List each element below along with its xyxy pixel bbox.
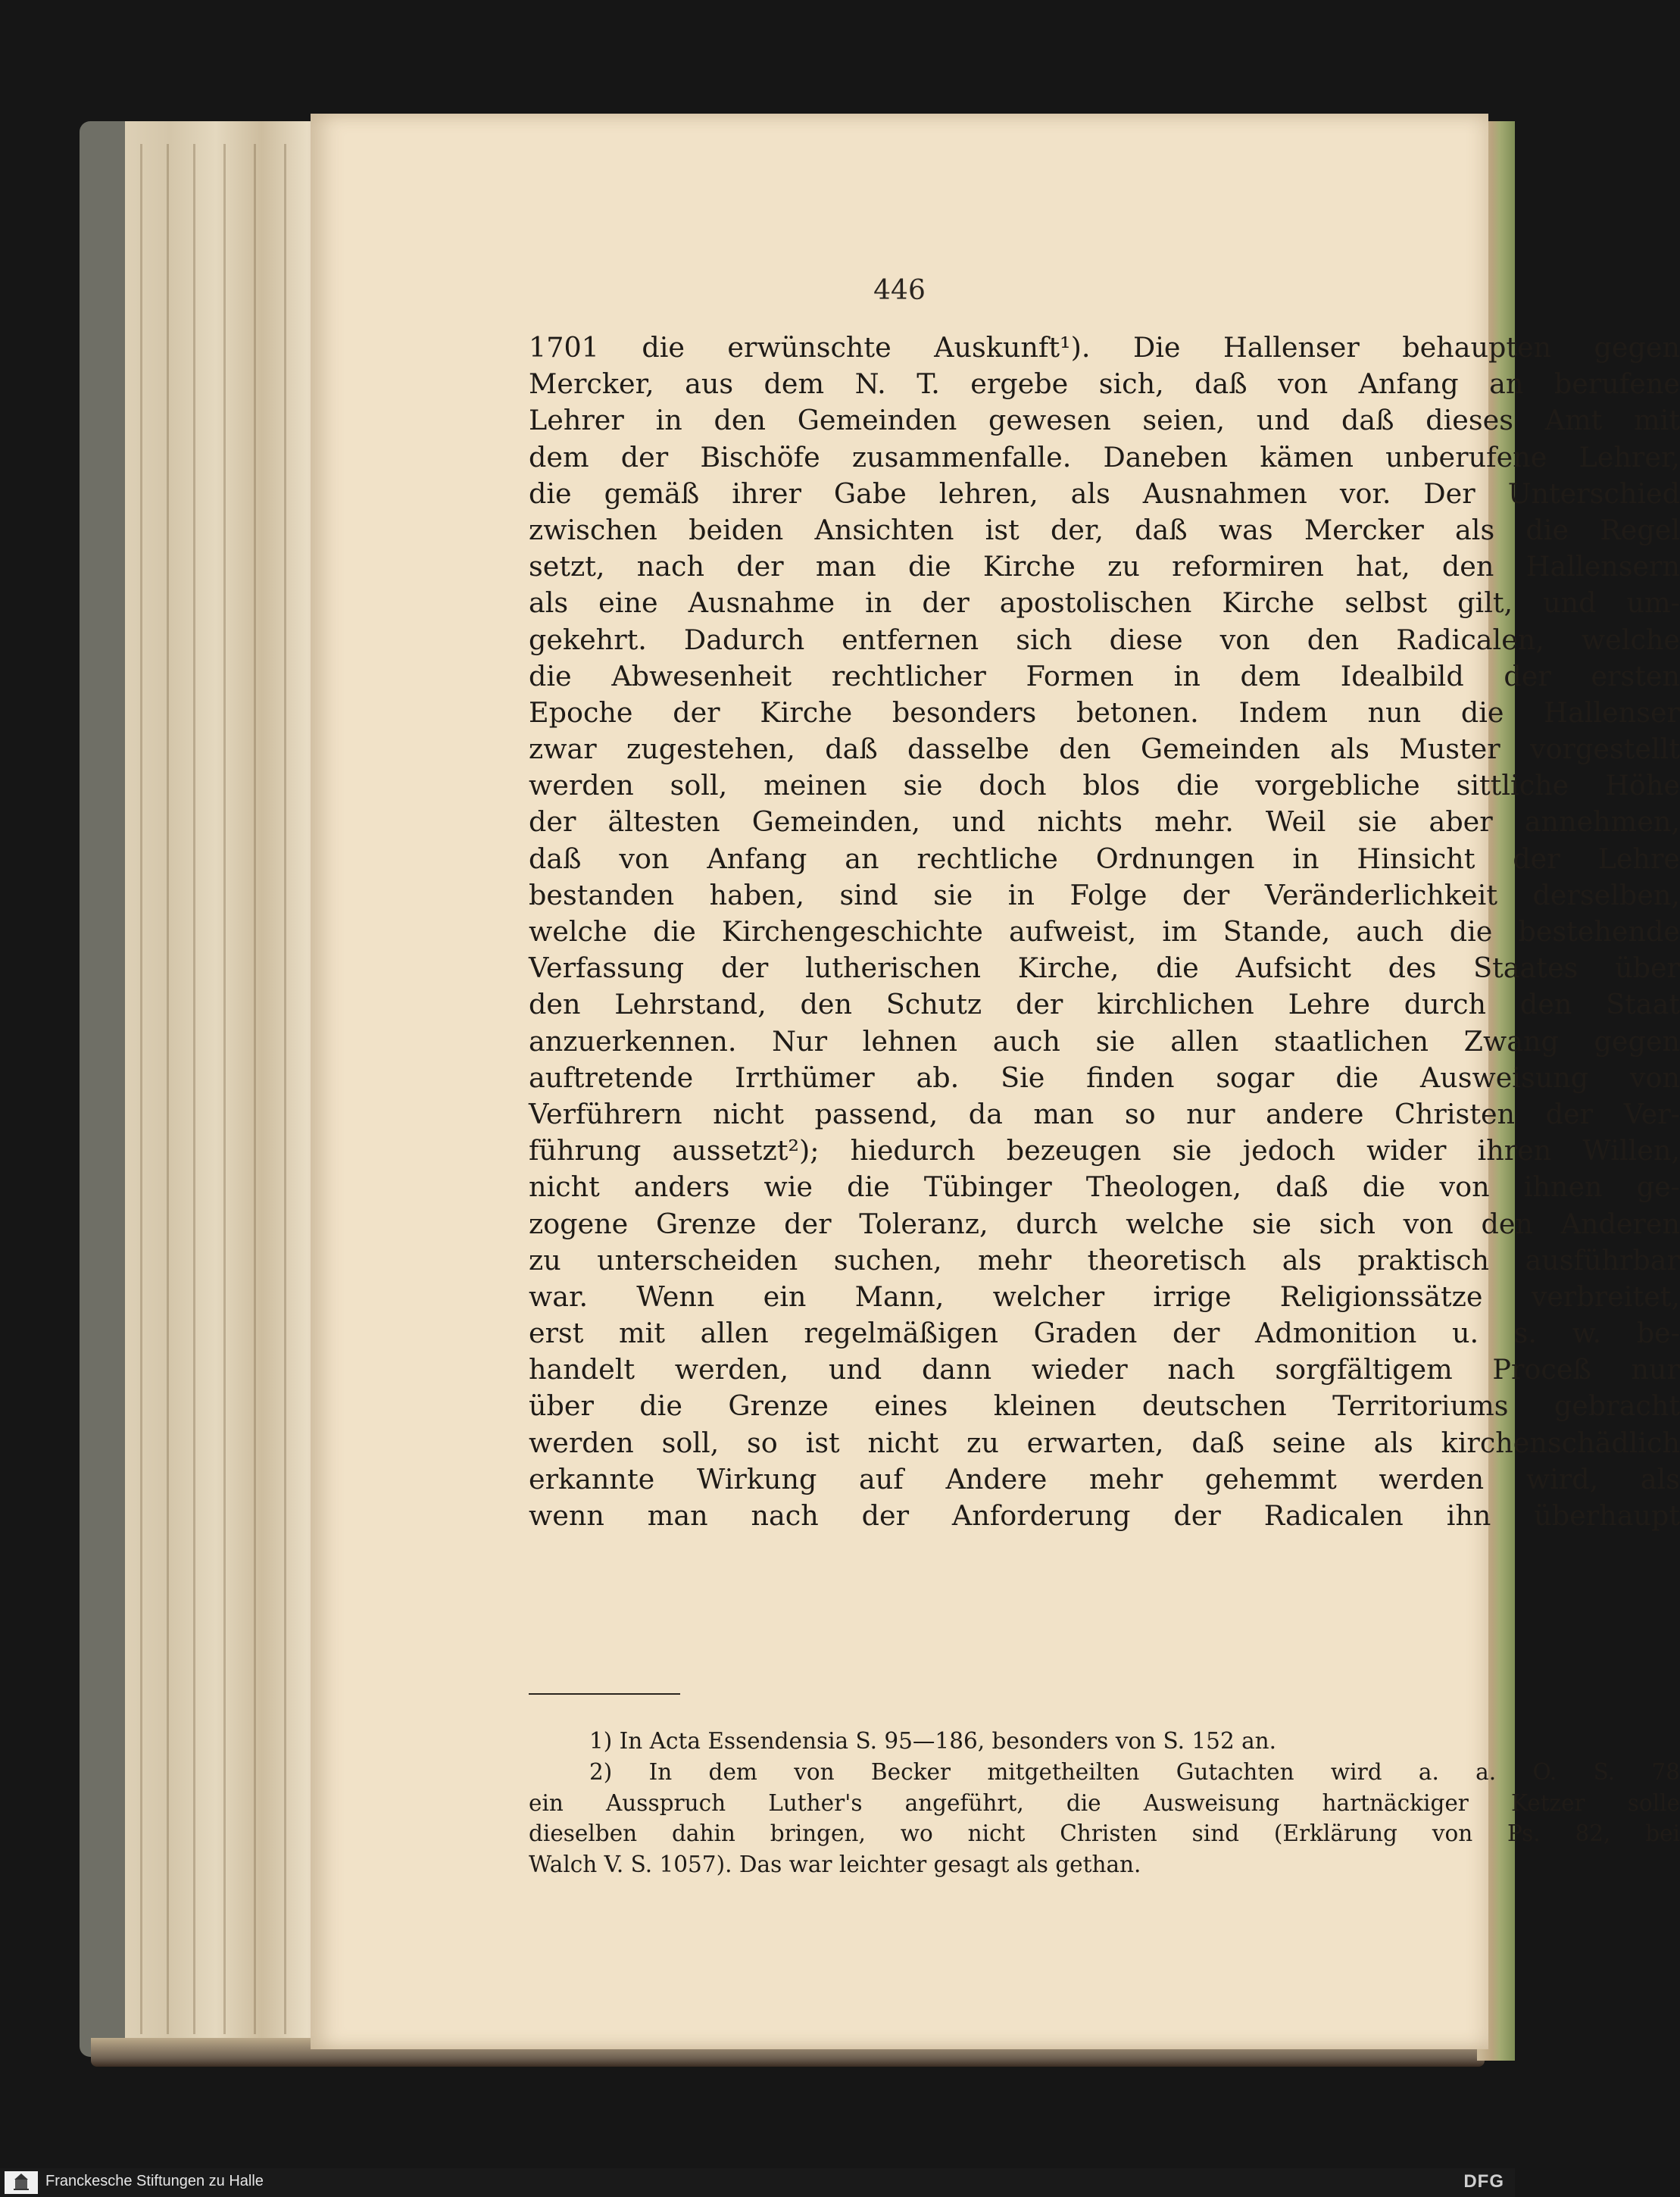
text-line: erkannte Wirkung auf Andere mehr gehemmt werden wird, als <box>529 1462 1680 1495</box>
text-line: nicht anders wie die Tübinger Theologen, daß die von ihnen ge- <box>529 1170 1680 1204</box>
viewer-footer <box>0 2168 1515 2197</box>
text-line: Verfassung der lutherischen Kirche, die Aufsicht des Staates über <box>529 952 1680 985</box>
footnote-divider <box>529 1693 680 1695</box>
footnotes <box>529 1726 1680 1880</box>
dfg-logo: DFG <box>1463 2171 1504 2192</box>
text-line: setzt, nach der man die Kirche zu reformiren hat, den Hallensern <box>529 550 1680 583</box>
footnote-line: dieselben dahin bringen, wo nicht Christen sind (Erklärung von Ps. 82, bei <box>529 1820 1680 1847</box>
page-number: 446 <box>873 275 926 306</box>
text-line: zu unterscheiden suchen, mehr theoretisch als praktisch ausführbar <box>529 1243 1680 1277</box>
text-line: bestanden haben, sind sie in Folge der Veränderlichkeit derselben, <box>529 878 1680 911</box>
text-line: werden soll, meinen sie doch blos die vorgebliche sittliche Höhe <box>529 769 1680 802</box>
text-line: werden soll, so ist nicht zu erwarten, daß seine als kirchenschädlich <box>529 1426 1680 1459</box>
text-line: die Abwesenheit rechtlicher Formen in dem Idealbild der ersten <box>529 659 1680 692</box>
text-line: zogene Grenze der Toleranz, durch welche sie sich von den Anderen <box>529 1207 1680 1240</box>
text-line: Lehrer in den Gemeinden gewesen seien, und daß dieses Amt mit <box>529 404 1680 437</box>
text-line: zwischen beiden Ansichten ist der, daß was Mercker als die Regel <box>529 513 1680 546</box>
text-line: dem der Bischöfe zusammenfalle. Daneben kämen unberufene Lehrer, <box>529 440 1680 473</box>
text-line: der ältesten Gemeinden, und nichts mehr. Weil sie aber annehmen, <box>529 805 1680 839</box>
text-line: daß von Anfang an rechtliche Ordnungen in Hinsicht der Lehre <box>529 842 1680 875</box>
text-line: als eine Ausnahme in der apostolischen Kirche selbst gilt, und um- <box>529 586 1680 620</box>
text-line: gekehrt. Dadurch entfernen sich diese von den Radicalen, welche <box>529 623 1680 656</box>
text-line: Mercker, aus dem N. T. ergebe sich, daß von Anfang an berufene <box>529 367 1680 401</box>
text-line: über die Grenze eines kleinen deutschen Territoriums gebracht <box>529 1389 1680 1423</box>
institution-logo-icon <box>5 2171 38 2194</box>
footnote-line: ein Ausspruch Luther's angeführt, die Ausweisung hartnäckiger Ketzer solle <box>529 1789 1680 1816</box>
text-line: Epoche der Kirche besonders betonen. Indem nun die Hallenser <box>529 695 1680 729</box>
text-line: erst mit allen regelmäßigen Graden der Admonition u. s. w. be- <box>529 1317 1680 1350</box>
text-line: anzuerkennen. Nur lehnen auch sie allen staatlichen Zwang gegen <box>529 1024 1680 1058</box>
footnote-line: Walch V. S. 1057). Das war leichter gesagt als gethan. <box>529 1852 1141 1878</box>
text-line: war. Wenn ein Mann, welcher irrige Religionssätze verbreitet, <box>529 1280 1680 1313</box>
book-page-edges <box>80 121 337 2057</box>
book-page <box>311 114 1680 2049</box>
text-line: auftretende Irrthümer ab. Sie finden sogar die Ausweisung von <box>529 1061 1680 1094</box>
text-line: welche die Kirchengeschichte aufweist, im Stande, auch die bestehende <box>529 915 1680 948</box>
text-line: Verführern nicht passend, da man so nur andere Christen der Ver- <box>529 1097 1680 1130</box>
text-line: führung aussetzt²); hiedurch bezeugen sie jedoch wider ihren Willen, <box>529 1134 1680 1167</box>
text-line: zwar zugestehen, daß dasselbe den Gemeinden als Muster vorgestellt <box>529 733 1680 766</box>
body-text <box>529 330 1680 1534</box>
text-line: handelt werden, und dann wieder nach sorgfältigem Proceß nur <box>529 1353 1680 1386</box>
text-line: den Lehrstand, den Schutz der kirchlichen Lehre durch den Staat <box>529 988 1680 1021</box>
footnote-line: 2) In dem von Becker mitgetheilten Gutachten wird a. a. O. S. 78 <box>589 1758 1680 1785</box>
text-line: die gemäß ihrer Gabe lehren, als Ausnahmen vor. Der Unterschied <box>529 477 1680 510</box>
text-line: 1701 die erwünschte Auskunft¹). Die Hallenser behaupten gegen <box>529 331 1680 364</box>
text-line: wenn man nach der Anforderung der Radicalen ihn überhaupt <box>529 1499 1680 1532</box>
footnote-line: 1) In Acta Essendensia S. 95—186, besonders von S. 152 an. <box>589 1728 1277 1754</box>
institution-name: Franckesche Stiftungen zu Halle <box>45 2173 264 2189</box>
